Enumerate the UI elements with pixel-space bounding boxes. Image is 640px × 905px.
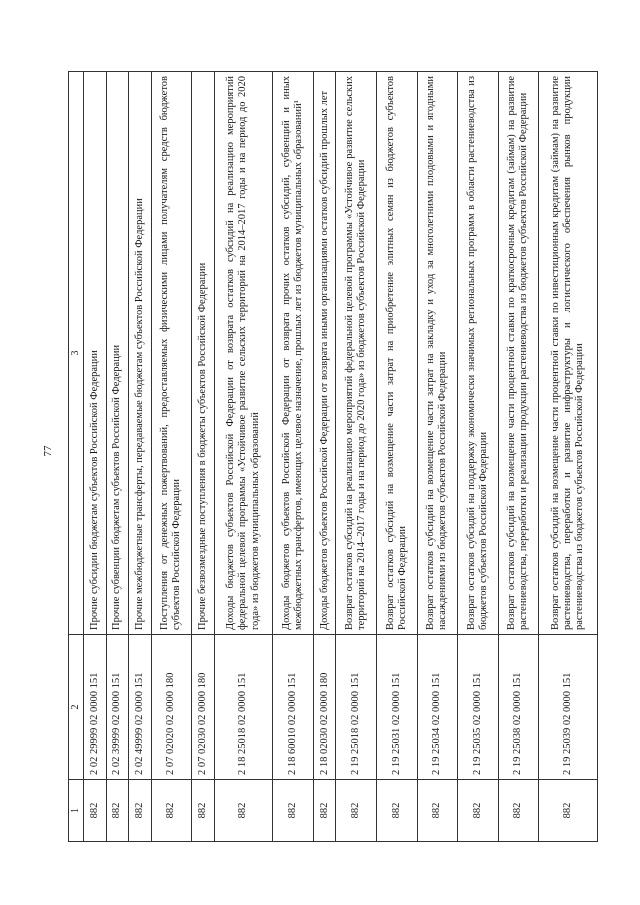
admin-code-cell: 882 [273,780,314,842]
income-name-cell: Прочие безвозмездные поступления в бюджеты субъектов Российской Федерации [192,72,215,635]
income-name-cell: Прочие субвенции бюджетам субъектов Российской Федерации [106,72,129,635]
admin-code-cell: 882 [106,780,129,842]
table-row [336,72,377,842]
table-header-row [69,72,84,842]
admin-code-cell: 882 [192,780,215,842]
budget-code-cell: 2 02 39999 02 0000 151 [106,635,129,780]
admin-code-cell: 882 [313,780,336,842]
income-name-cell: Возврат остатков субсидий на возмещение части процентной ставки по инвестиционным кредитам (займам) на развитие растениеводства, переработки и развитие инфраструктуры и логистического обеспечения рынков продукции растениеводства из бюджетов субъектов Российской Федерации [539,72,598,635]
income-name-cell: Возврат остатков субсидий на возмещение части затрат на закладку и уход за многолетними плодовыми и ягодными насаждениями из бюджетов субъектов Российской Федерации [417,72,458,635]
column-header: 2 [69,635,84,780]
income-name-cell: Прочие субсидии бюджетам субъектов Российской Федерации [84,72,107,635]
table-row [539,72,598,842]
budget-code-cell: 2 18 60010 02 0000 151 [273,635,314,780]
budget-code-cell: 2 19 25018 02 0000 151 [336,635,377,780]
income-name-cell: Прочие межбюджетные трансферты, передаваемые бюджетам субъектов Российской Федерации [129,72,152,635]
income-name-cell: Возврат остатков субсидий на возмещение части процентной ставки по краткосрочным кредитам (займам) на развитие растениеводства, переработки и реализации продукции растениеводства из бюджетов субъектов Российской Федерации [498,72,539,635]
income-name-cell: Доходы бюджетов субъектов Российской Федерации от возврата прочих остатков субсидий, субвенций и иных межбюджетных трансфертов, имеющих целевое назначение, прошлых лет из бюджетов муниципальных образований¹ [273,72,314,635]
budget-code-cell: 2 07 02030 02 0000 180 [192,635,215,780]
table-row [417,72,458,842]
rotated-page-content [68,72,598,842]
income-name-cell: Доходы бюджетов субъектов Российской Федерации от возврата иными организациями остатков субсидий прошлых лет [313,72,336,635]
table-row [192,72,215,842]
income-name-cell: Доходы бюджетов субъектов Российской Федерации от возврата остатков субсидий на реализацию мероприятий федеральной целевой программы «Устойчивое развитие сельских территорий на 2014–2017 годы и на период до 2020 года» из бюджетов муниципальных образований [214,72,273,635]
table-row [313,72,336,842]
table-row [458,72,499,842]
budget-code-cell: 2 19 25031 02 0000 151 [377,635,418,780]
admin-code-cell: 882 [498,780,539,842]
budget-code-cell: 2 18 25018 02 0000 151 [214,635,273,780]
table-row [84,72,107,842]
budget-code-cell: 2 02 49999 02 0000 151 [129,635,152,780]
income-name-cell: Возврат остатков субсидий на поддержку экономически значимых региональных программ в области растениеводства из бюджетов субъектов Российской Федерации [458,72,499,635]
table-row [214,72,273,842]
income-name-cell: Возврат остатков субсидий на реализацию мероприятий федеральной целевой программы «Устойчивое развитие сельских территорий на 2014–2017 годы и на период до 2020 года» из бюджетов субъектов Российской Федерации [336,72,377,635]
admin-code-cell: 882 [84,780,107,842]
table-row [498,72,539,842]
budget-code-cell: 2 18 02030 02 0000 180 [313,635,336,780]
table-row [151,72,192,842]
budget-code-cell: 2 07 02020 02 0000 180 [151,635,192,780]
admin-code-cell: 882 [129,780,152,842]
admin-code-cell: 882 [336,780,377,842]
admin-code-cell: 882 [417,780,458,842]
column-header: 3 [69,72,84,635]
column-header: 1 [69,780,84,842]
table-row [377,72,418,842]
page-number: 77 [42,445,54,457]
table-row [273,72,314,842]
budget-code-cell: 2 19 25038 02 0000 151 [498,635,539,780]
budget-code-cell: 2 19 25039 02 0000 151 [539,635,598,780]
budget-code-cell: 2 19 25034 02 0000 151 [417,635,458,780]
budget-code-cell: 2 19 25035 02 0000 151 [458,635,499,780]
budget-code-cell: 2 02 29999 02 0000 151 [84,635,107,780]
income-name-cell: Поступления от денежных пожертвований, предоставляемых физическими лицами получателям средств бюджетов субъектов Российской Федерации [151,72,192,635]
income-name-cell: Возврат остатков субсидий на возмещение части затрат на приобретение элитных семян из бюджетов субъектов Российской Федерации [377,72,418,635]
budget-codes-table [68,71,598,842]
table-row [106,72,129,842]
admin-code-cell: 882 [377,780,418,842]
admin-code-cell: 882 [458,780,499,842]
admin-code-cell: 882 [214,780,273,842]
admin-code-cell: 882 [151,780,192,842]
table-row [129,72,152,842]
admin-code-cell: 882 [539,780,598,842]
